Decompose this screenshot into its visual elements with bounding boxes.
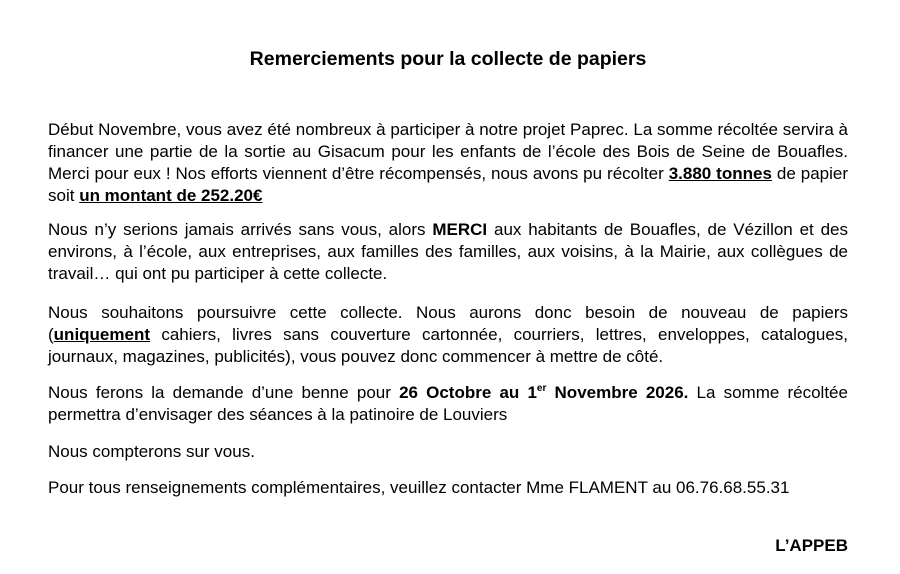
document-title: Remerciements pour la collecte de papiers	[249, 48, 647, 70]
dumpster-text-start: Nous ferons la demande d’une benne pour	[48, 383, 400, 402]
paragraph-continue	[48, 302, 848, 368]
date-ordinal: er	[536, 383, 547, 394]
paragraph-count-on-you: Nous compterons sur vous.	[48, 442, 255, 461]
date-end: Novembre 2026.	[546, 383, 689, 402]
tonnage-highlight: 3.880 tonnes	[668, 164, 772, 183]
merci-highlight: MERCI	[432, 220, 488, 239]
results-text-middle: de papier soit	[48, 164, 848, 205]
date-start: 26 Octobre au 1	[399, 383, 537, 402]
amount-highlight: un montant de 252.20€	[79, 186, 263, 205]
dumpster-text-end: La somme récoltée permettra d’envisager des séances à la patinoire de Louviers	[48, 383, 848, 424]
continue-text-end: cahiers, livres sans couverture cartonnée, courriers, lettres, enveloppes, catalogues, journaux, magazines, publicités), vous pouvez donc commencer à mettre de côté.	[48, 325, 848, 366]
paragraph-thanks	[48, 219, 848, 285]
paragraph-contact: Pour tous renseignements complémentaires, veuillez contacter Mme FLAMENT au 06.76.68.55.31	[48, 478, 790, 497]
thanks-text-start: Nous n’y serions jamais arrivés sans vous, alors	[48, 220, 433, 239]
signature: L’APPEB	[775, 536, 848, 555]
paragraph-results	[48, 119, 848, 207]
thanks-text-end: aux habitants de Bouafles, de Vézillon et des environs, à l’école, aux entreprises, aux familles des familles, aux voisins, à la Mairie, aux collègues de travail… qui ont pu participer à cette collecte.	[48, 220, 849, 283]
uniquement-highlight: uniquement	[53, 325, 151, 344]
date-range	[399, 383, 688, 402]
continue-text-start: Nous souhaitons poursuivre cette collecte. Nous aurons donc besoin de nouveau de papiers (	[48, 303, 848, 344]
paragraph-dumpster	[48, 382, 848, 426]
results-text-start: Début Novembre, vous avez été nombreux à participer à notre projet Paprec. La somme récoltée servira à financer une partie de la sortie au Gisacum pour les enfants de l’école des Bois de Seine de Bouafles. Merci pour eux ! Nos efforts viennent d’être récompensés, nous avons pu récolter	[48, 120, 848, 183]
